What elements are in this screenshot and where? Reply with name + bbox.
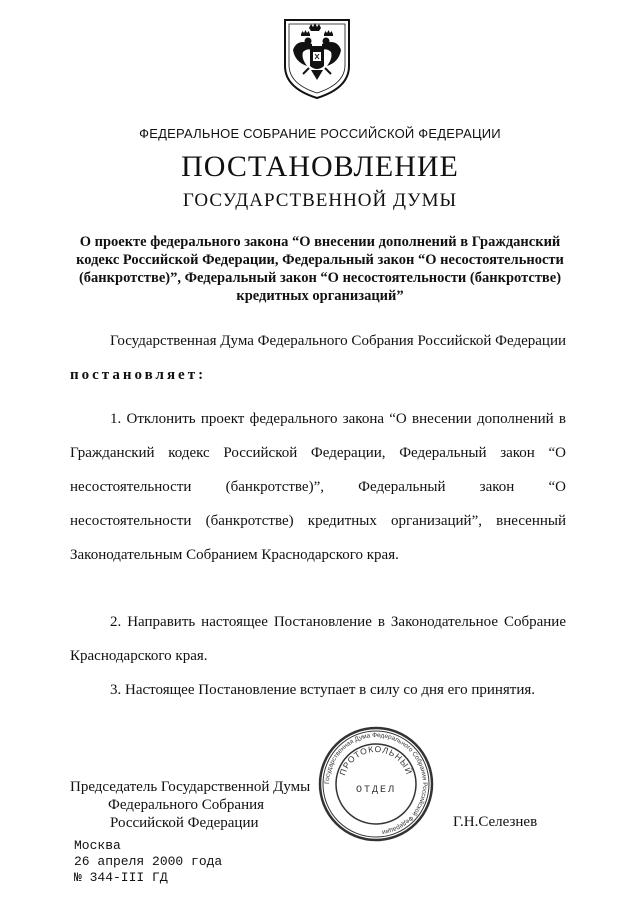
signatory-name: Г.Н.Селезнев — [453, 814, 538, 830]
signature-line-3: Российской Федерации — [110, 815, 259, 831]
document-subject: О проекте федерального закона “О внесении дополнений в Гражданский кодекс Российской Федерации, Федеральный закон “О несостоятельности (банкротстве)”, Федеральный закон “О несостоятельности (банкротстве) кредитных организаций” — [76, 234, 564, 304]
item-3-text: 3. Настоящее Постановление вступает в силу со дня его принятия. — [110, 682, 536, 698]
stamp-center-text: ОТДЕЛ — [355, 785, 397, 796]
official-stamp — [316, 724, 436, 844]
footer-date: 26 апреля 2000 года — [74, 854, 223, 869]
document-title: ПОСТАНОВЛЕНИЕ — [181, 150, 459, 183]
item-2-paragraph — [70, 605, 566, 673]
stamp-ring-text: Государственная Дума Федерального Собрания Российской Федерации — [323, 731, 429, 836]
coat-of-arms-emblem — [279, 14, 355, 100]
item-1-text: 1. Отклонить проект федерального закона “О внесении дополнений в Гражданский кодекс Российской Федерации, Федеральный закон “О несостоятельности (банкротстве)”, Федеральный закон “О несостоятельности (банкротстве) кредитных организаций”, внесенный Законодательным Собранием Краснодарского края. — [70, 411, 566, 563]
document-subtitle: ГОСУДАРСТВЕННОЙ ДУМЫ — [182, 190, 458, 211]
preamble-verb: постановляет: — [70, 367, 207, 383]
preamble-text: Государственная Дума Федерального Собрания Российской Федерации — [110, 333, 566, 349]
svg-text:ПРОТОКОЛЬНЫЙ — [337, 744, 415, 777]
signature-line-1: Председатель Государственной Думы — [70, 779, 311, 795]
stamp-inner-text: ПРОТОКОЛЬНЫЙ — [337, 743, 415, 777]
item-2-text: 2. Направить настоящее Постановление в Законодательное Собрание Краснодарского края. — [70, 614, 566, 664]
footer-number: № 344-III ГД — [74, 870, 168, 885]
preamble-paragraph — [70, 324, 566, 392]
item-3-paragraph — [70, 673, 566, 707]
item-1-paragraph — [70, 402, 566, 572]
signature-block — [70, 778, 310, 832]
footer-city: Москва — [74, 838, 121, 853]
signature-line-2: Федерального Собрания — [108, 797, 265, 813]
document-footer — [74, 838, 222, 886]
organization-name: ФЕДЕРАЛЬНОЕ СОБРАНИЕ РОССИЙСКОЙ ФЕДЕРАЦИИ — [139, 126, 501, 141]
